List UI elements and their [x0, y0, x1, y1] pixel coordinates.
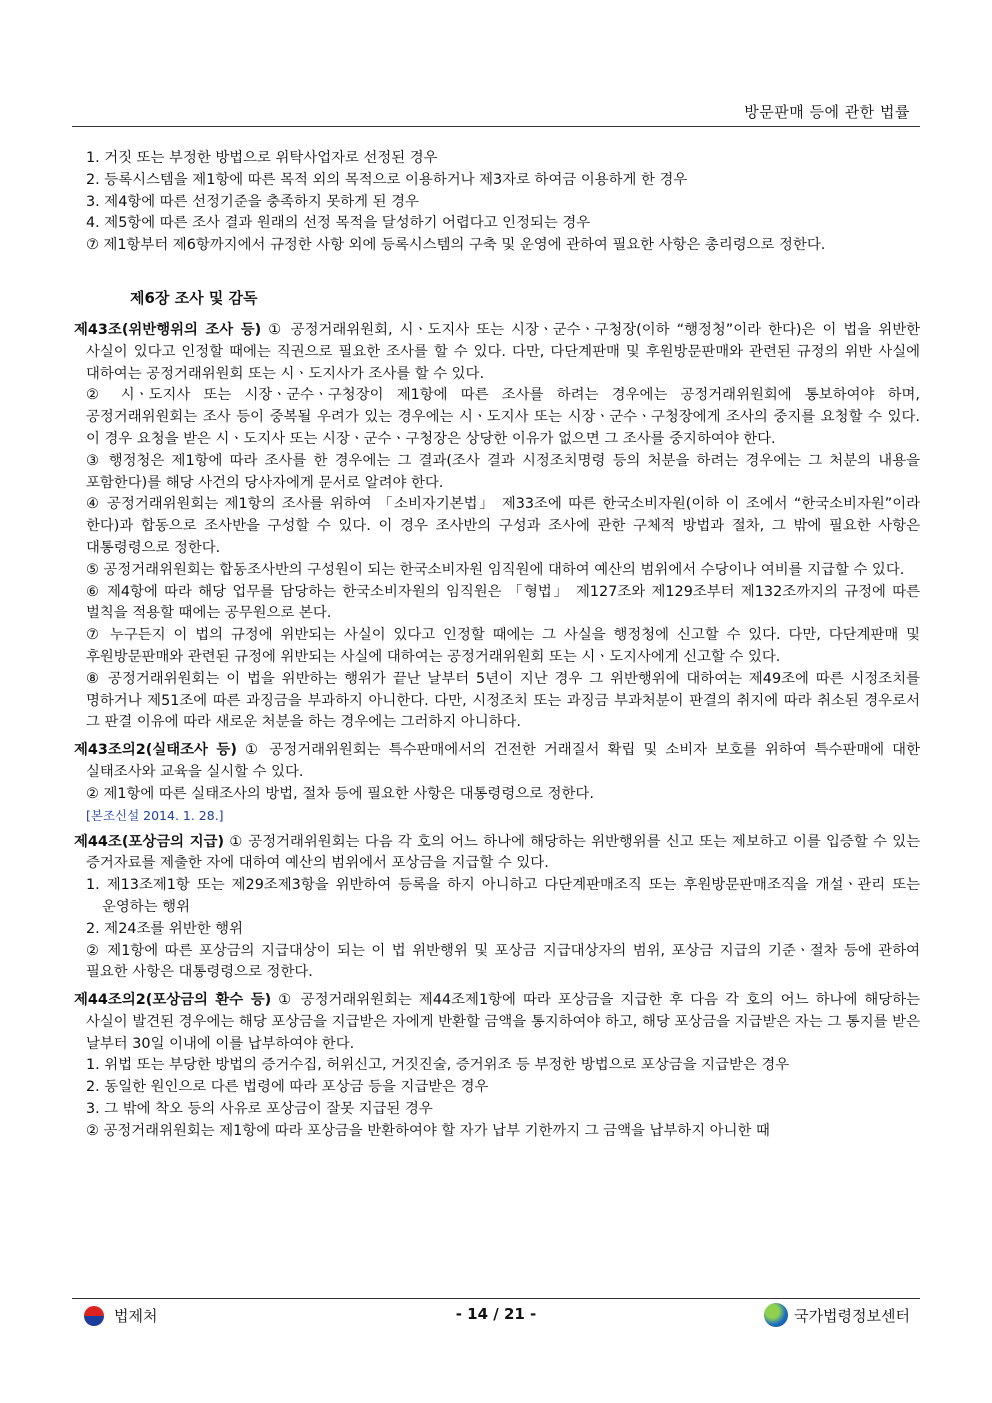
globe-logo-icon	[764, 1303, 788, 1327]
paragraph: ② 시ㆍ도지사 또는 시장ㆍ군수ㆍ구청장이 제1항에 따른 조사를 하려는 경우에는 공정거래위원회에 통보하여야 하며, 공정거래위원회는 조사 등이 중복될 우려가 있는 경우에는 시ㆍ도지사 또는 시장ㆍ군수ㆍ구청장에게 조사의 중지를 요청할 수 있다. 이 경우 요청을 받은 시ㆍ도지사 또는 시장ㆍ군수ㆍ구청장은 상당한 이유가 없으면 그 조사를 중지하여야 한다.	[86, 387, 920, 447]
paragraph: ④ 공정거래위원회는 제1항의 조사를 위하여 「소비자기본법」 제33조에 따른 한국소비자원(이하 이 조에서 “한국소비자원”이라 한다)과 합동으로 조사반을 구성할 수 있다. 이 경우 조사반의 구성과 조사에 관한 구체적 방법과 절차, 그 밖에 필요한 사항은 대통령령으로 정한다.	[86, 496, 920, 556]
paragraph: ① 공정거래위원회, 시ㆍ도지사 또는 시장ㆍ군수ㆍ구청장(이하 “행정청”이라 한다)은 이 법을 위반한 사실이 있다고 인정할 때에는 직권으로 필요한 조사를 할 수 있다. 다만, 다단계판매 및 후원방문판매와 관련된 규정의 위반 사실에 대하여는 공정거래위원회 또는 시ㆍ도지사가 조사를 할 수 있다.	[86, 321, 920, 382]
paragraph: ⑤ 공정거래위원회는 합동조사반의 구성원이 되는 한국소비자원 임직원에 대하여 예산의 범위에서 수당이나 여비를 지급할 수 있다.	[86, 561, 905, 578]
paragraph: ① 공정거래위원회는 특수판매에서의 건전한 거래질서 확립 및 소비자 보호를 위하여 특수판매에 대한 실태조사와 교육을 실시할 수 있다.	[86, 742, 920, 780]
paragraph: ⑦ 제1항부터 제6항까지에서 규정한 사항 외에 등록시스템의 구축 및 운영에 관하여 필요한 사항은 총리령으로 정한다.	[86, 237, 826, 254]
paragraph: ③ 행정청은 제1항에 따라 조사를 한 경우에는 그 결과(조사 결과 시정조치명령 등의 처분을 하려는 경우에는 그 처분의 내용을 포함한다)를 해당 사건의 당사자에게 문서로 알려야 한다.	[86, 452, 920, 491]
list-item: 1. 제13조제1항 또는 제29조제3항을 위반하여 등록을 하지 아니하고 다단계판매조직 또는 후원방문판매조직을 개설ㆍ관리 또는 운영하는 행위	[86, 877, 920, 915]
footer-rule	[72, 1298, 920, 1299]
article-44-2	[74, 990, 920, 1055]
list-item: 1. 거짓 또는 부정한 방법으로 위탁사업자로 선정된 경우	[86, 150, 438, 166]
paragraph: ⑧ 공정거래위원회는 이 법을 위반하는 행위가 끝난 날부터 5년이 지난 경우 그 위반행위에 대하여는 제49조에 따른 시정조치를 명하거나 제51조에 따른 과징금을 부과하지 아니한다. 다만, 시정조치 또는 과징금 부과처분이 판결의 취지에 따라 취소된 경우로서 그 판결 이유에 따라 새로운 처분을 하는 경우에는 그러하지 아니하다.	[86, 670, 920, 731]
article-heading: 제44조의2(포상금의 환수 등)	[74, 992, 272, 1009]
list-item: 3. 그 밖에 착오 등의 사유로 포상금이 잘못 지급된 경우	[86, 1101, 433, 1118]
paragraph: ⑦ 누구든지 이 법의 규정에 위반되는 사실이 있다고 인정할 때에는 그 사실을 행정청에 신고할 수 있다. 다만, 다단계판매 및 후원방문판매와 관련된 규정에 위반되는 사실에 대하여는 공정거래위원회 또는 시ㆍ도지사에게 신고할 수 있다.	[86, 627, 920, 665]
paragraph: ② 제1항에 따른 포상금의 지급대상이 되는 이 법 위반행위 및 포상금 지급대상자의 범위, 포상금 지급의 기준ㆍ절차 등에 관하여 필요한 사항은 대통령령으로 정한다.	[86, 942, 920, 981]
list-item: 1. 위법 또는 부당한 방법의 증거수집, 허위신고, 거짓진술, 증거위조 등 부정한 방법으로 포상금을 지급받은 경우	[86, 1057, 790, 1074]
list-item: 2. 동일한 원인으로 다른 법령에 따라 포상금 등을 지급받은 경우	[86, 1079, 489, 1096]
paragraph: ① 공정거래위원회는 다음 각 호의 어느 하나에 해당하는 위반행위를 신고 또는 제보하고 이를 입증할 수 있는 증거자료를 제출한 자에 대하여 예산의 범위에서 포상금을 지급할 수 있다.	[86, 833, 921, 872]
paragraph: ② 공정거래위원회는 제1항에 따라 포상금을 반환하여야 할 자가 납부 기한까지 그 금액을 납부하지 아니한 때	[86, 1122, 770, 1139]
footer-right	[764, 1303, 910, 1327]
header-rule	[72, 126, 920, 127]
article-heading: 제44조(포상금의 지급)	[74, 833, 225, 850]
paragraph: ⑥ 제4항에 따라 해당 업무를 담당하는 한국소비자원의 임직원은 「형법」 제127조와 제129조부터 제132조까지의 규정에 따른 벌칙을 적용할 때에는 공무원으로 본다.	[86, 583, 920, 622]
paragraph: ① 공정거래위원회는 제44조제1항에 따라 포상금을 지급한 후 다음 각 호의 어느 하나에 해당하는 사실이 발견된 경우에는 해당 포상금을 지급받은 자에게 반환할 금액을 통지하여야 하고, 해당 포상금을 지급받은 자는 그 통지를 받은 날부터 30일 이내에 이를 납부하여야 한다.	[86, 992, 921, 1052]
list-item: 2. 제24조를 위반한 행위	[86, 920, 243, 937]
list-item: 3. 제4항에 따른 선정기준을 충족하지 못하게 된 경우	[86, 193, 419, 210]
list-item: 4. 제5항에 따른 조사 결과 원래의 선정 목적을 달성하기 어렵다고 인정되는 경우	[86, 215, 591, 232]
page-number: - 14 / 21 -	[455, 1305, 537, 1323]
article-43	[74, 320, 920, 385]
article-heading: 제43조(위반행위의 조사 등)	[74, 321, 262, 338]
article-44	[74, 832, 920, 876]
footer-site-name: 국가법령정보센터	[794, 1306, 910, 1325]
article-heading: 제43조의2(실태조사 등)	[74, 742, 237, 759]
paragraph: ② 제1항에 따른 실태조사의 방법, 절차 등에 필요한 사항은 대통령령으로 정한다.	[86, 785, 594, 802]
list-item: 2. 등록시스템을 제1항에 따른 목적 외의 목적으로 이용하거나 제3자로 하여금 이용하게 한 경우	[86, 171, 688, 188]
page-header-title: 방문판매 등에 관한 법률	[744, 103, 910, 121]
chapter-heading: 제6장 조사 및 감독	[130, 288, 258, 307]
document-body	[74, 148, 920, 1143]
amendment-note: [본조신설 2014. 1. 28.]	[86, 807, 224, 823]
footer-org-name: 법제처	[114, 1307, 158, 1325]
article-43-2	[74, 740, 920, 784]
